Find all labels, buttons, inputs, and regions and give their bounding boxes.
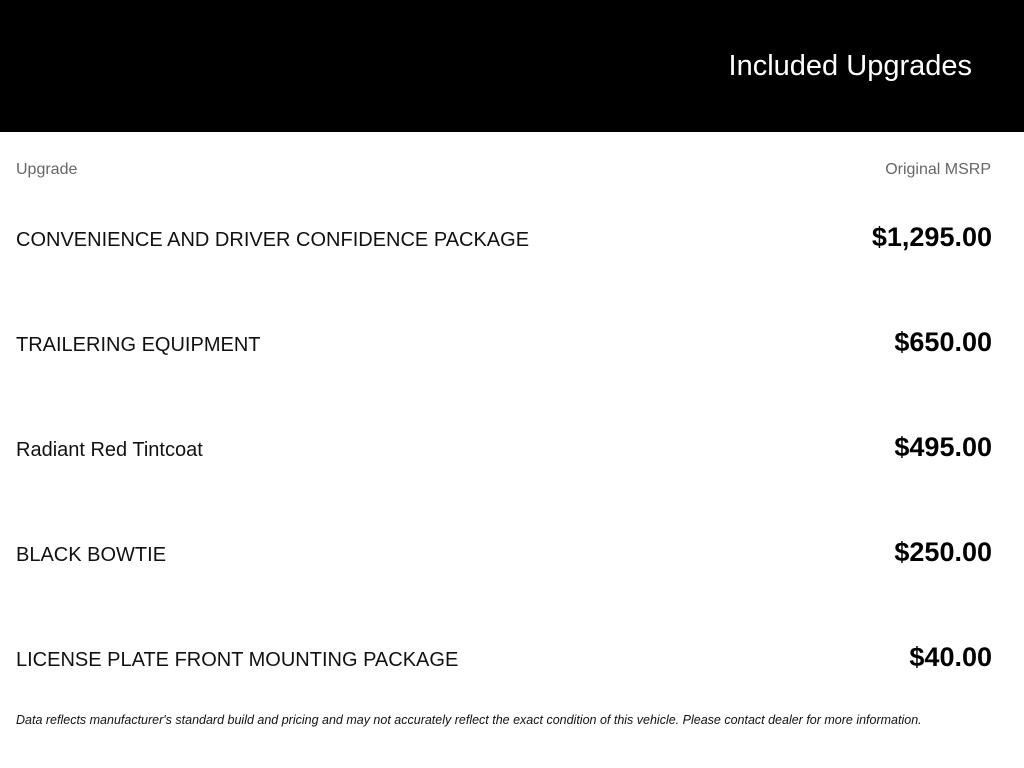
upgrade-row xyxy=(0,500,1024,605)
page-title: Included Upgrades xyxy=(728,50,972,82)
upgrade-row xyxy=(0,395,1024,500)
column-header-upgrade: Upgrade xyxy=(16,161,78,178)
upgrade-price: $1,295.00 xyxy=(871,222,992,252)
upgrade-name: TRAILERING EQUIPMENT xyxy=(16,334,261,356)
upgrade-name: Radiant Red Tintcoat xyxy=(16,439,203,461)
upgrade-row xyxy=(0,605,1024,710)
upgrade-name: LICENSE PLATE FRONT MOUNTING PACKAGE xyxy=(16,649,459,671)
upgrade-row xyxy=(0,290,1024,395)
upgrade-row xyxy=(0,185,1024,290)
disclaimer-text: Data reflects manufacturer's standard build and pricing and may not accurately reflect the exact condition of this vehicle. Please contact dealer for more information. xyxy=(16,713,922,727)
upgrade-price: $40.00 xyxy=(909,642,992,672)
upgrade-price: $495.00 xyxy=(894,432,992,462)
upgrade-name: CONVENIENCE AND DRIVER CONFIDENCE PACKAGE xyxy=(16,229,530,251)
upgrade-price: $250.00 xyxy=(894,537,992,567)
upgrades-list xyxy=(0,185,1024,710)
column-header-original-msrp: Original MSRP xyxy=(885,161,991,178)
upgrade-name: BLACK BOWTIE xyxy=(16,544,167,566)
upgrade-price: $650.00 xyxy=(894,327,992,357)
header-bar xyxy=(0,0,1024,132)
